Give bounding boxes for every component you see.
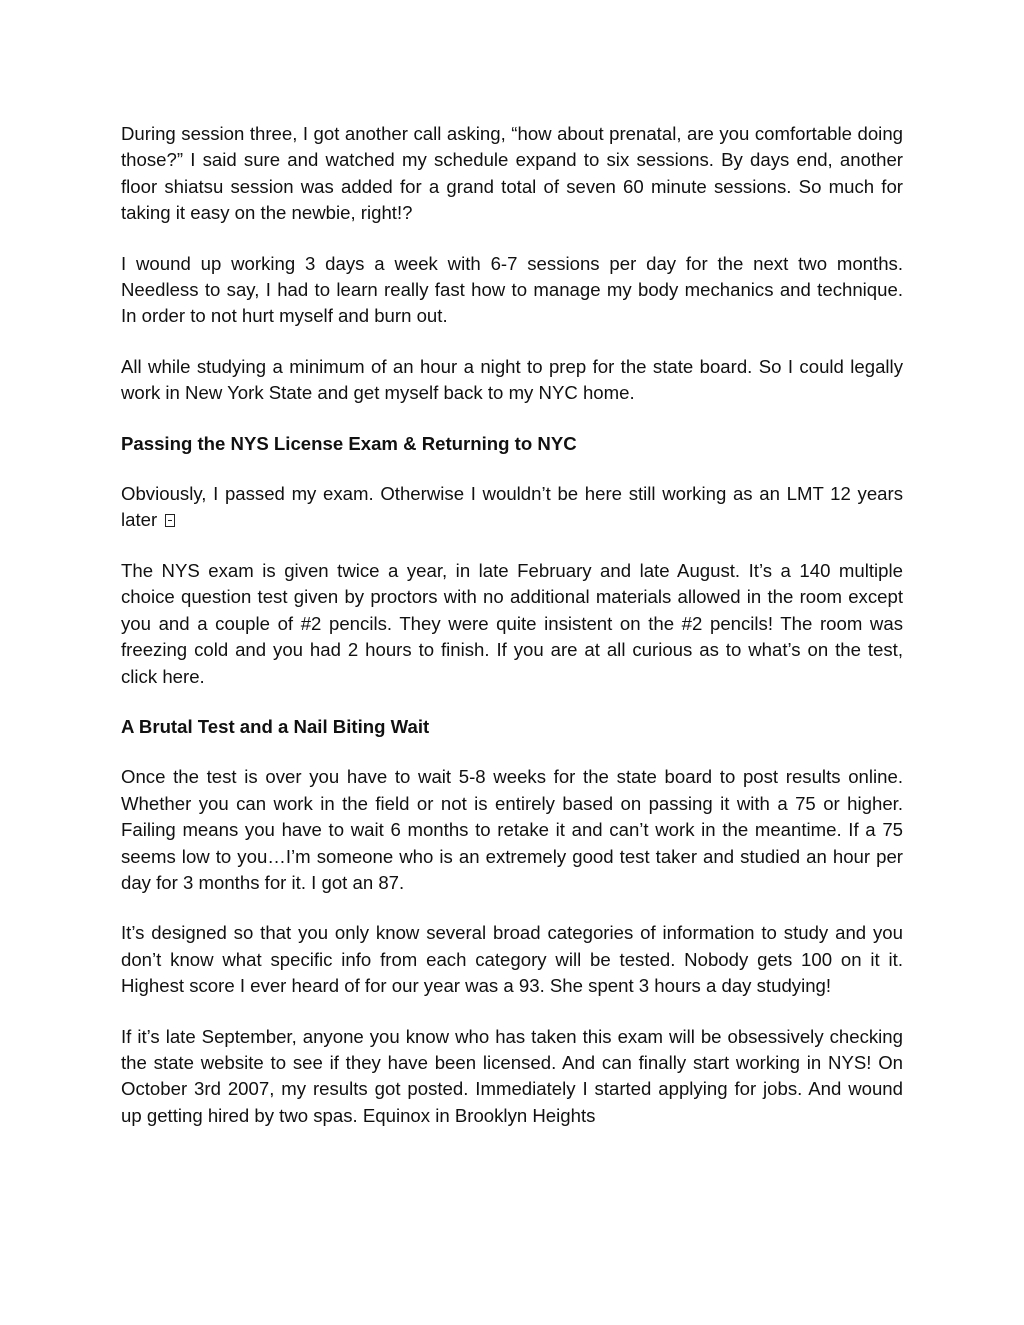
paragraph: Once the test is over you have to wait 5-8 weeks for the state board to post results online. Whether you can work in the field or not is entirely based on passing it with a 75 or higher. Failing means you have to wait 6 months to retake it and can’t work in the meantime. If a 75 seems low to you…I’m someone who is an extremely good test taker and studied an hour per day for 3 months for it. I got an 87. — [121, 766, 903, 893]
paragraph-text: Obviously, I passed my exam. Otherwise I wouldn’t be here still working as an LMT 12 years later — [121, 483, 903, 531]
paragraph: It’s designed so that you only know several broad categories of information to study and you don’t know what specific info from each category will be tested. Nobody gets 100 on it it. Highest score I ever heard of for our year was a 93. She spent 3 hours a day studying! — [121, 922, 903, 997]
paragraph: I wound up working 3 days a week with 6-7 sessions per day for the next two months. Needless to say, I had to learn really fast how to manage my body mechanics and technique. In order to not hurt myself and burn out. — [121, 252, 903, 327]
paragraph: All while studying a minimum of an hour a night to prep for the state board. So I could legally work in New York State and get myself back to my NYC home. — [121, 355, 903, 404]
document-page — [121, 121, 903, 1153]
paragraph — [121, 481, 903, 534]
paragraph: The NYS exam is given twice a year, in late February and late August. It’s a 140 multiple choice question test given by proctors with no additional materials allowed in the room except you and a couple of #2 pencils. They were quite insistent on the #2 pencils! The room was freezing cold and you had 2 hours to finish. If you are at all curious as to what’s on the test, click here. — [121, 559, 903, 687]
missing-glyph-icon — [165, 514, 175, 527]
paragraph: If it’s late September, anyone you know who has taken this exam will be obsessively checking the state website to see if they have been licensed. And can finally start working in NYS! On October 3rd 2007, my results got posted. Immediately I started applying for jobs. And wound up getting hired by two spas. Equinox in Brooklyn Heights — [121, 1025, 903, 1126]
section-heading: Passing the NYS License Exam & Returning to NYC — [121, 432, 577, 454]
paragraph: During session three, I got another call asking, “how about prenatal, are you comfortable doing those?” I said sure and watched my schedule expand to six sessions. By days end, another floor shiatsu session was added for a grand total of seven 60 minute sessions. So much for taking it easy on the newbie, right!? — [121, 123, 903, 224]
section-heading: A Brutal Test and a Nail Biting Wait — [121, 715, 430, 737]
